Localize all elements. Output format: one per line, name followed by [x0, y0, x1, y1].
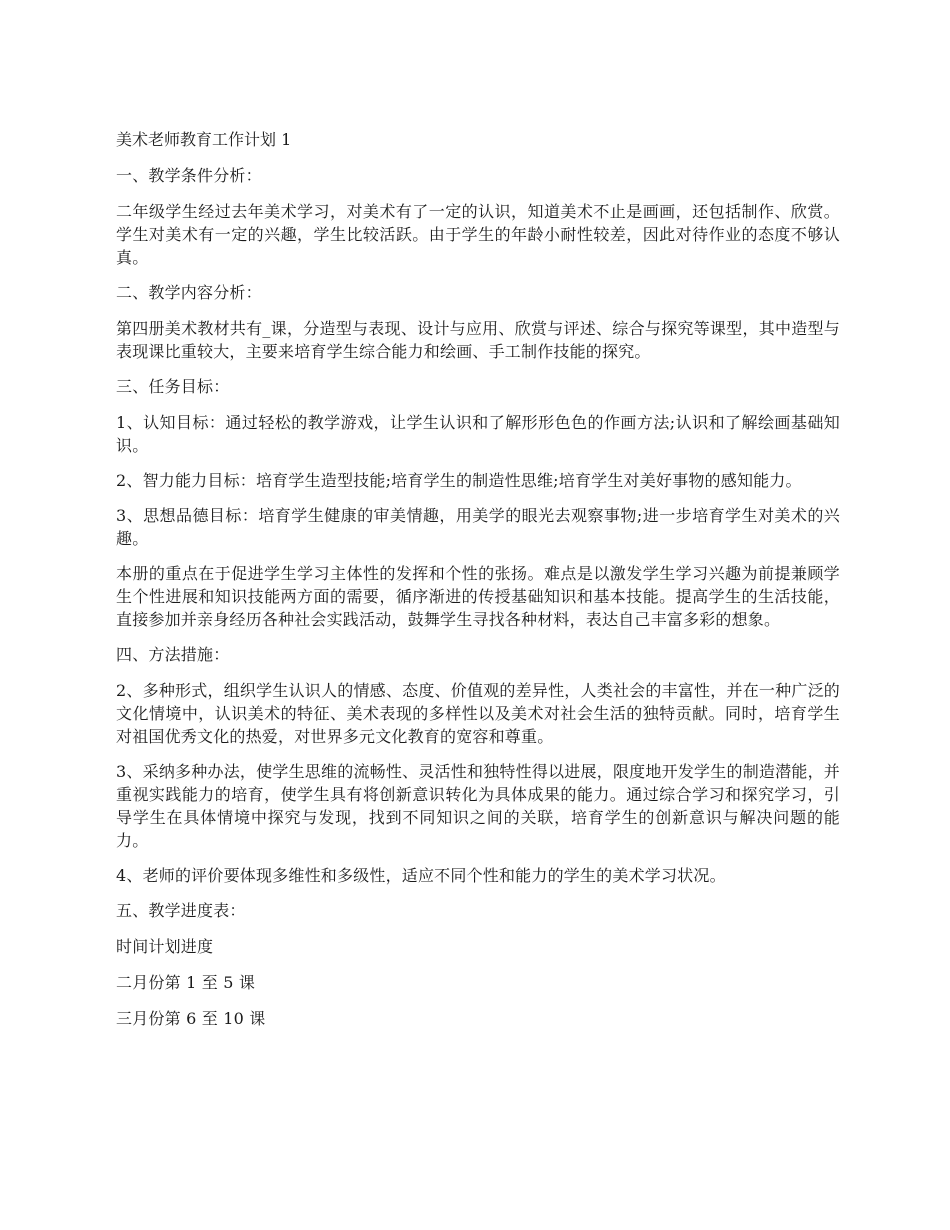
goal-cognitive: 1、认知目标：通过轻松的教学游戏，让学生认识和了解形形色色的作画方法;认识和了解绘画基础知识。 [116, 413, 840, 455]
method-2: 2、多种形式，组织学生认识人的情感、态度、价值观的差异性，人类社会的丰富性，并在一种广泛的文化情境中，认识美术的特征、美术表现的多样性以及美术对社会生活的独特贡献。同时，培育学生对祖国优秀文化的热爱，对世界多元文化教育的宽容和尊重。 [116, 681, 840, 746]
method-3: 3、采纳多种办法，使学生思维的流畅性、灵活性和独特性得以进展，限度地开发学生的制造潜能，并重视实践能力的培育，使学生具有将创新意识转化为具体成果的能力。通过综合学习和探究学习，引导学生在具体情境中探究与发现，找到不同知识之间的关联，培育学生的创新意识与解决问题的能力。 [116, 762, 840, 850]
paragraph-focus: 本册的重点在于促进学生学习主体性的发挥和个性的张扬。难点是以激发学生学习兴趣为前提兼顾学生个性进展和知识技能两方面的需要，循序渐进的传授基础知识和基本技能。提高学生的生活技能，直接参加并亲身经历各种社会实践活动，鼓舞学生寻找各种材料，表达自己丰富多彩的想象。 [116, 564, 840, 629]
schedule-row-march: 三月份第 6 至 10 课 [116, 1009, 266, 1028]
document-body [116, 128, 840, 1043]
method-4: 4、老师的评价要体现多维性和多级性，适应不同个性和能力的学生的美术学习状况。 [116, 866, 726, 885]
schedule-row-february: 二月份第 1 至 5 课 [116, 973, 256, 992]
paragraph-conditions: 二年级学生经过去年美术学习，对美术有了一定的认识，知道美术不止是画画，还包括制作、欣赏。学生对美术有一定的兴趣，学生比较活跃。由于学生的年龄小耐性较差，因此对待作业的态度不够认真。 [116, 202, 840, 267]
section-heading-2: 二、教学内容分析： [116, 283, 262, 302]
paragraph-content: 第四册美术教材共有_课，分造型与表现、设计与应用、欣赏与评述、综合与探究等课型，其中造型与表现课比重较大，主要来培育学生综合能力和绘画、手工制作技能的探究。 [116, 319, 840, 361]
goal-moral: 3、思想品德目标：培育学生健康的审美情趣，用美学的眼光去观察事物;进一步培育学生对美术的兴趣。 [116, 506, 840, 548]
section-heading-1: 一、教学条件分析： [116, 166, 262, 185]
document-title: 美术老师教育工作计划 1 [116, 130, 292, 149]
goal-intellectual: 2、智力能力目标：培育学生造型技能;培育学生的制造性思维;培育学生对美好事物的感知能力。 [116, 471, 802, 490]
section-heading-3: 三、任务目标： [116, 377, 230, 396]
section-heading-5: 五、教学进度表： [116, 901, 246, 920]
section-heading-4: 四、方法措施： [116, 645, 230, 664]
schedule-header: 时间计划进度 [116, 937, 214, 956]
